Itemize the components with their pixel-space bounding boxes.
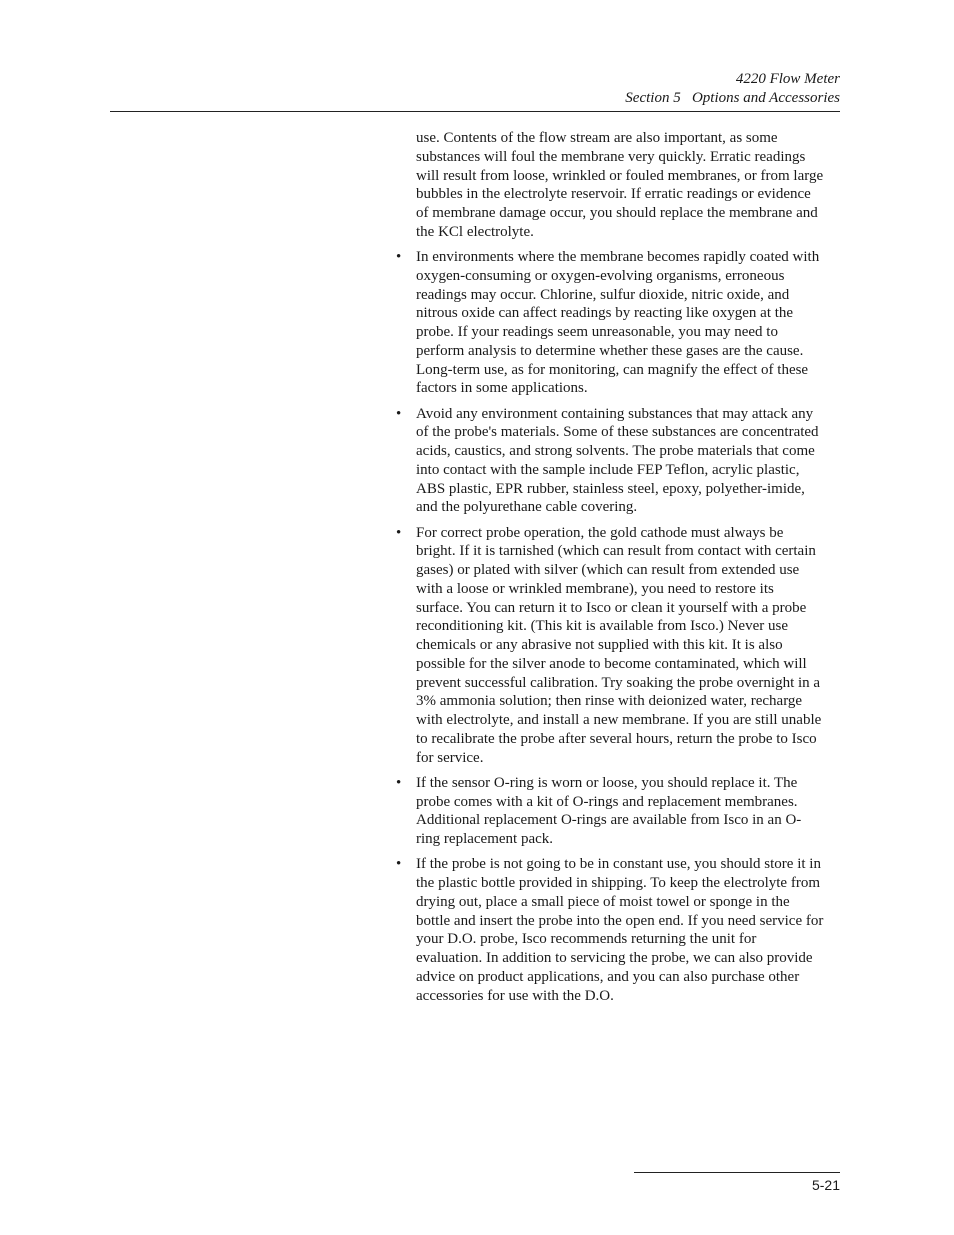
bullet-icon: •: [396, 249, 402, 265]
header-section: Section 5 Options and Accessories: [625, 89, 840, 106]
header-title: 4220 Flow Meter: [735, 71, 840, 87]
header-rule: [110, 111, 840, 112]
bullet-item: [396, 524, 824, 768]
bullet-item: [396, 774, 824, 849]
bullet-item: [396, 405, 824, 518]
bullet-icon: •: [396, 856, 402, 873]
bullet-text: If the sensor O-ring is worn or loose, you should replace it. The probe comes with a kit of O-rings and replacement membranes. Additional replacement O-rings are available from Isco in an O-ring replacement pack.: [416, 774, 802, 847]
bullet-icon: •: [396, 405, 402, 422]
bullet-text: If the probe is not going to be in constant use, you should store it in the plastic bottle provided in shipping. To keep the electrolyte from drying out, place a small piece of moist towel or sponge in the bottle and insert the probe into the open end. If you need service for your D.O. probe, Isco recommends returning the unit for evaluation. In addition to servicing the probe, we can also provide advice on product applications, and you can also purchase other accessories for use with the D.O.: [416, 856, 824, 1004]
intro-paragraph: use. Contents of the flow stream are also important, as some substances will foul the membrane very quickly. Erratic readings will result from loose, wrinkled or fouled membranes, or from large bubbles in the electrolyte reservoir. If erratic readings or evidence of membrane damage occur, you should replace the membrane and the KCl electrolyte.: [416, 130, 824, 240]
footer-rule: [634, 1172, 840, 1173]
bullet-item: [396, 248, 824, 398]
bullet-icon: •: [396, 524, 402, 541]
bullet-text: In environments where the membrane becomes rapidly coated with oxygen-consuming or oxygen-evolving organisms, erroneous readings may occur. Chlorine, sulfur dioxide, nitric oxide, and nitrous oxide can affect readings by reacting like oxygen at the probe. If your readings seem unreasonable, you may need to perform analysis to determine whether these gases are the cause. Long-term use, as for monitoring, can magnify the effect of these factors in some applications.: [416, 249, 820, 397]
bullet-text: Avoid any environment containing substances that may attack any of the probe's materials. Some of these substances are concentrated acids, caustics, and strong solvents. The probe materials that come into contact with the sample include FEP Teflon, acrylic plastic, ABS plastic, EPR rubber, stainless steel, epoxy, polyether-imide, and the polyurethane cable covering.: [416, 405, 819, 516]
page-number: 5-21: [811, 1177, 840, 1193]
running-header: [625, 70, 840, 107]
main-text: [396, 129, 824, 1012]
bullet-text: For correct probe operation, the gold cathode must always be bright. If it is tarnished (which can result from contact with certain gases) or plated with silver (which can result from extended use with a loose or wrinkled membrane), you need to restore its surface. You can return it to Isco or clean it yourself with a probe reconditioning kit. (This kit is available from Isco.) Never use chemicals or any abrasive not supplied with this kit. It is also possible for the silver anode to become contaminated, which will prevent successful calibration. Try soaking the probe overnight in a 3% ammonia solution; then rinse with deionized water, recharge with electrolyte, and install a new membrane. If you are still unable to recalibrate the probe after several hours, return the probe to Isco for service.: [416, 524, 822, 766]
bullet-icon: •: [396, 774, 402, 791]
bullet-item: [396, 855, 824, 1005]
